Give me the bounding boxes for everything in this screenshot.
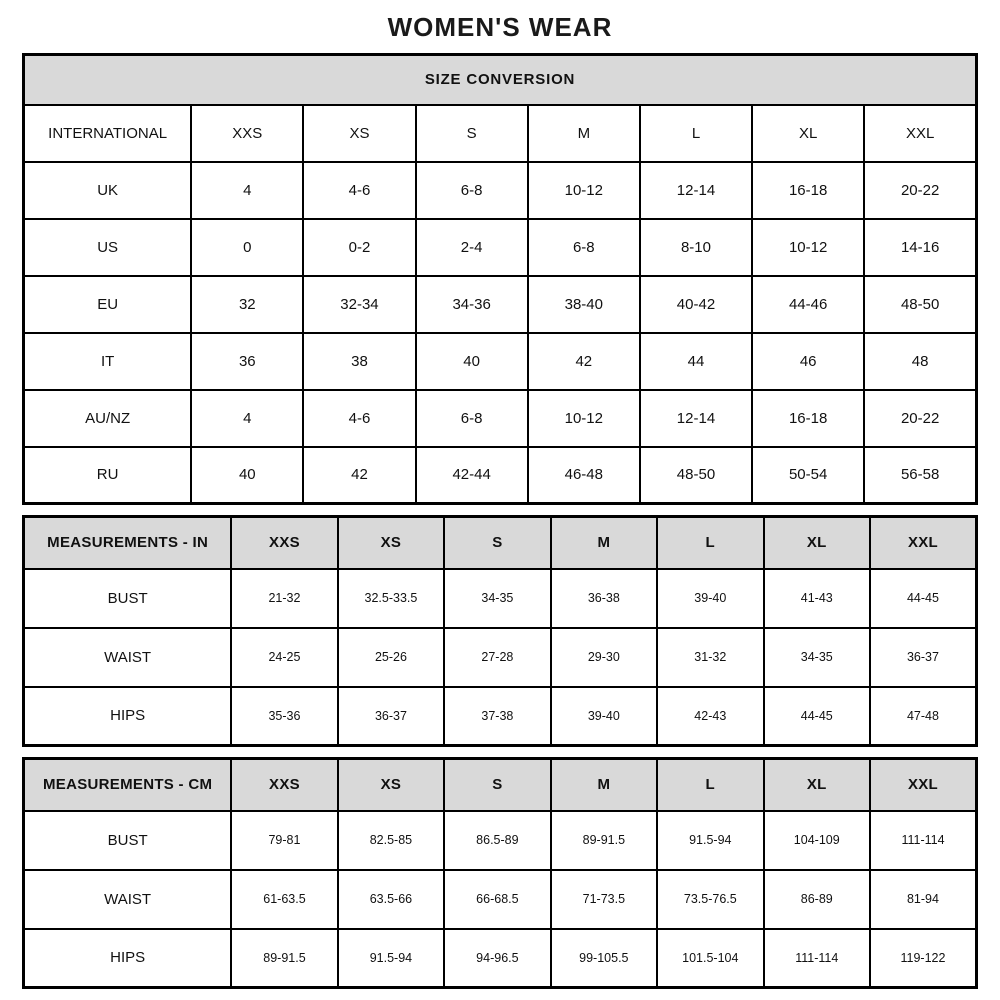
table-row bbox=[24, 929, 977, 988]
table-cell: 44-45 bbox=[870, 569, 977, 628]
table-cell: 6-8 bbox=[416, 162, 528, 219]
measurements-in-table bbox=[22, 515, 978, 747]
column-header: M bbox=[551, 517, 657, 569]
table-cell: 44-46 bbox=[752, 276, 864, 333]
column-header: XS bbox=[303, 105, 415, 162]
column-header: MEASUREMENTS - IN bbox=[24, 517, 232, 569]
table-cell: 86-89 bbox=[764, 870, 870, 929]
table-cell: 50-54 bbox=[752, 447, 864, 504]
row-label: HIPS bbox=[24, 687, 232, 746]
table-cell: 42-44 bbox=[416, 447, 528, 504]
table-cell: 94-96.5 bbox=[444, 929, 550, 988]
table-cell: 34-35 bbox=[444, 569, 550, 628]
table-cell: 6-8 bbox=[528, 219, 640, 276]
column-header: XS bbox=[338, 517, 444, 569]
table-cell: 16-18 bbox=[752, 390, 864, 447]
table-cell: 89-91.5 bbox=[231, 929, 337, 988]
table-cell: 39-40 bbox=[551, 687, 657, 746]
table-cell: 32 bbox=[191, 276, 303, 333]
row-label: BUST bbox=[24, 569, 232, 628]
table-cell: 10-12 bbox=[528, 162, 640, 219]
table-cell: 16-18 bbox=[752, 162, 864, 219]
table-cell: 38-40 bbox=[528, 276, 640, 333]
page-title: WOMEN'S WEAR bbox=[387, 12, 613, 42]
column-header: S bbox=[444, 517, 550, 569]
row-label: BUST bbox=[24, 811, 232, 870]
table-row bbox=[24, 569, 977, 628]
table-cell: 86.5-89 bbox=[444, 811, 550, 870]
table-cell: 31-32 bbox=[657, 628, 763, 687]
table-cell: 0-2 bbox=[303, 219, 415, 276]
table-cell: 40 bbox=[416, 333, 528, 390]
table-cell: 4 bbox=[191, 390, 303, 447]
column-header: XXL bbox=[870, 759, 977, 811]
table-cell: 36-37 bbox=[870, 628, 977, 687]
table-row bbox=[24, 333, 977, 390]
table-cell: 37-38 bbox=[444, 687, 550, 746]
column-header: S bbox=[444, 759, 550, 811]
row-label: RU bbox=[24, 447, 192, 504]
row-label: AU/NZ bbox=[24, 390, 192, 447]
table-cell: 46 bbox=[752, 333, 864, 390]
measurements-cm-table bbox=[22, 757, 978, 989]
table-row bbox=[24, 219, 977, 276]
table-cell: 111-114 bbox=[764, 929, 870, 988]
table-cell: 12-14 bbox=[640, 390, 752, 447]
row-label: IT bbox=[24, 333, 192, 390]
table-cell: 20-22 bbox=[864, 162, 976, 219]
table-cell: 48-50 bbox=[640, 447, 752, 504]
table-cell: 79-81 bbox=[231, 811, 337, 870]
table-cell: 48-50 bbox=[864, 276, 976, 333]
table-cell: 36-38 bbox=[551, 569, 657, 628]
table-cell: 56-58 bbox=[864, 447, 976, 504]
table-cell: 21-32 bbox=[231, 569, 337, 628]
table-cell: 25-26 bbox=[338, 628, 444, 687]
table-cell: 34-36 bbox=[416, 276, 528, 333]
table-cell: 66-68.5 bbox=[444, 870, 550, 929]
table-cell: 73.5-76.5 bbox=[657, 870, 763, 929]
table-cell: 20-22 bbox=[864, 390, 976, 447]
row-label: UK bbox=[24, 162, 192, 219]
table-cell: 35-36 bbox=[231, 687, 337, 746]
table-cell: 32-34 bbox=[303, 276, 415, 333]
table-cell: 38 bbox=[303, 333, 415, 390]
table-cell: 42 bbox=[528, 333, 640, 390]
table-cell: 29-30 bbox=[551, 628, 657, 687]
row-label: WAIST bbox=[24, 628, 232, 687]
column-header: L bbox=[640, 105, 752, 162]
table-cell: 48 bbox=[864, 333, 976, 390]
table-row bbox=[24, 390, 977, 447]
table-cell: 42-43 bbox=[657, 687, 763, 746]
table-cell: 40 bbox=[191, 447, 303, 504]
column-header: XXS bbox=[231, 759, 337, 811]
column-header: XXL bbox=[864, 105, 976, 162]
table-cell: 91.5-94 bbox=[338, 929, 444, 988]
table-cell: 12-14 bbox=[640, 162, 752, 219]
table-cell: 0 bbox=[191, 219, 303, 276]
size-conversion-table bbox=[22, 53, 978, 505]
table-cell: 10-12 bbox=[752, 219, 864, 276]
table-row bbox=[24, 628, 977, 687]
table-cell: 101.5-104 bbox=[657, 929, 763, 988]
table-cell: 91.5-94 bbox=[657, 811, 763, 870]
table-cell: 42 bbox=[303, 447, 415, 504]
table-cell: 104-109 bbox=[764, 811, 870, 870]
column-header: XXL bbox=[870, 517, 977, 569]
row-label: US bbox=[24, 219, 192, 276]
column-header: XXS bbox=[191, 105, 303, 162]
column-header: XXS bbox=[231, 517, 337, 569]
table-cell: 119-122 bbox=[870, 929, 977, 988]
table-cell: 63.5-66 bbox=[338, 870, 444, 929]
table-cell: 24-25 bbox=[231, 628, 337, 687]
table-title: SIZE CONVERSION bbox=[24, 55, 977, 105]
column-header: S bbox=[416, 105, 528, 162]
column-header: XL bbox=[764, 759, 870, 811]
table-cell: 44 bbox=[640, 333, 752, 390]
table-cell: 71-73.5 bbox=[551, 870, 657, 929]
table-cell: 34-35 bbox=[764, 628, 870, 687]
table-header-row bbox=[24, 517, 977, 569]
table-row bbox=[24, 687, 977, 746]
column-header: XL bbox=[764, 517, 870, 569]
table-cell: 99-105.5 bbox=[551, 929, 657, 988]
size-conversion-table-body bbox=[24, 55, 977, 504]
table-row bbox=[24, 276, 977, 333]
table-header-row bbox=[24, 759, 977, 811]
table-header-row bbox=[24, 105, 977, 162]
column-header: L bbox=[657, 517, 763, 569]
measurements-cm-table-body bbox=[24, 759, 977, 988]
table-cell: 14-16 bbox=[864, 219, 976, 276]
table-cell: 32.5-33.5 bbox=[338, 569, 444, 628]
table-cell: 61-63.5 bbox=[231, 870, 337, 929]
row-label: HIPS bbox=[24, 929, 232, 988]
column-header: M bbox=[528, 105, 640, 162]
table-cell: 8-10 bbox=[640, 219, 752, 276]
table-title-row bbox=[24, 55, 977, 105]
table-row bbox=[24, 447, 977, 504]
table-cell: 81-94 bbox=[870, 870, 977, 929]
table-cell: 39-40 bbox=[657, 569, 763, 628]
table-cell: 40-42 bbox=[640, 276, 752, 333]
table-cell: 44-45 bbox=[764, 687, 870, 746]
column-header: XS bbox=[338, 759, 444, 811]
row-label: EU bbox=[24, 276, 192, 333]
table-cell: 27-28 bbox=[444, 628, 550, 687]
table-cell: 46-48 bbox=[528, 447, 640, 504]
table-cell: 36 bbox=[191, 333, 303, 390]
column-header: INTERNATIONAL bbox=[24, 105, 192, 162]
column-header: XL bbox=[752, 105, 864, 162]
column-header: MEASUREMENTS - CM bbox=[24, 759, 232, 811]
table-cell: 4-6 bbox=[303, 390, 415, 447]
table-cell: 89-91.5 bbox=[551, 811, 657, 870]
table-row bbox=[24, 811, 977, 870]
table-cell: 10-12 bbox=[528, 390, 640, 447]
column-header: M bbox=[551, 759, 657, 811]
table-cell: 36-37 bbox=[338, 687, 444, 746]
table-cell: 111-114 bbox=[870, 811, 977, 870]
measurements-in-table-body bbox=[24, 517, 977, 746]
table-row bbox=[24, 162, 977, 219]
table-cell: 6-8 bbox=[416, 390, 528, 447]
table-cell: 47-48 bbox=[870, 687, 977, 746]
table-cell: 2-4 bbox=[416, 219, 528, 276]
column-header: L bbox=[657, 759, 763, 811]
table-cell: 4 bbox=[191, 162, 303, 219]
table-row bbox=[24, 870, 977, 929]
row-label: WAIST bbox=[24, 870, 232, 929]
table-cell: 4-6 bbox=[303, 162, 415, 219]
table-cell: 82.5-85 bbox=[338, 811, 444, 870]
table-cell: 41-43 bbox=[764, 569, 870, 628]
